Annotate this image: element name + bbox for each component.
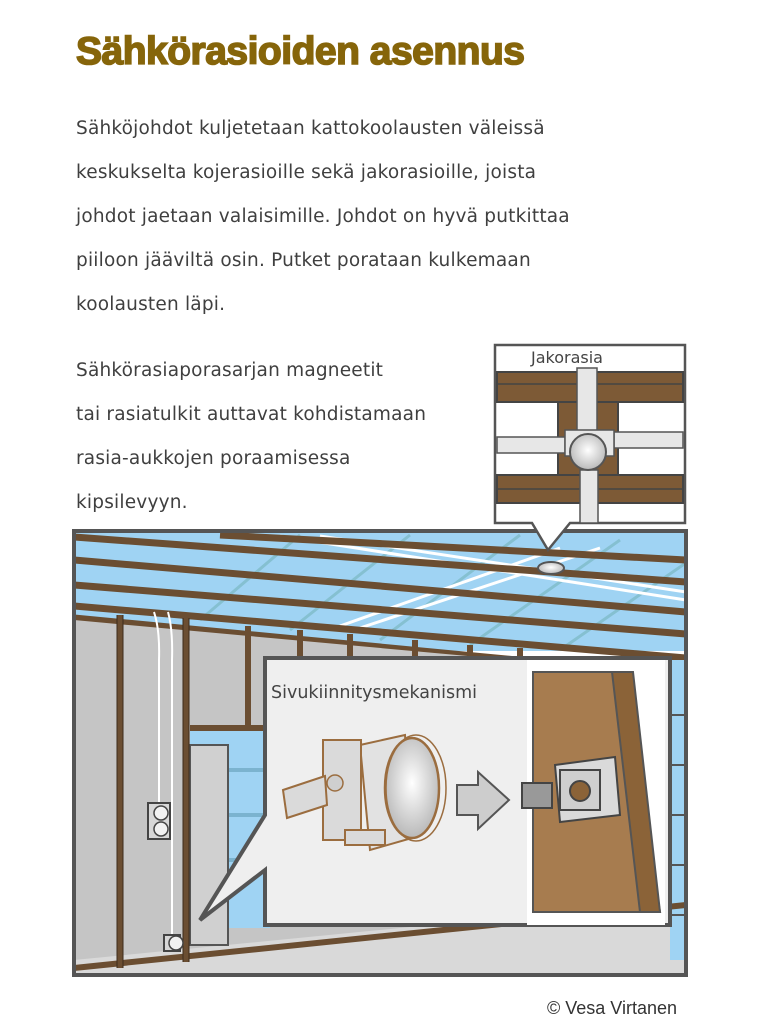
copyright-text: © Vesa Virtanen	[547, 998, 678, 1018]
callout-label-jakorasia: Jakorasia	[531, 348, 603, 367]
text-line: rasia-aukkojen poraamisessa	[76, 448, 351, 469]
text-line: Sähköjohdot kuljetetaan kattokoolausten väleissä	[76, 118, 545, 139]
text-line: piiloon jääviltä osin. Putket porataan kulkemaan	[76, 250, 531, 271]
callout-label-sivukiinnitysmekanismi: Sivukiinnitysmekanismi	[271, 683, 478, 703]
junction-box-callout	[495, 345, 685, 550]
wall-outlet-double	[148, 803, 170, 839]
side-mount-callout	[200, 658, 670, 925]
junction-box-icon	[570, 434, 606, 470]
text-line: keskukselta kojerasioille sekä jakorasioille, joista	[76, 162, 537, 183]
ceiling-junction-box	[538, 562, 564, 574]
wall-outlet-single	[164, 935, 183, 951]
text-line: tai rasiatulkit auttavat kohdistamaan	[76, 404, 427, 425]
text-line: koolausten läpi.	[76, 294, 226, 315]
text-line: johdot jaetaan valaisimille. Johdot on hyvä putkittaa	[76, 206, 570, 227]
text-line: Sähkörasiaporasarjan magneetit	[76, 360, 384, 381]
page-title: Sähkörasioiden asennus	[76, 30, 525, 73]
text-line: kipsilevyyn.	[76, 492, 188, 513]
